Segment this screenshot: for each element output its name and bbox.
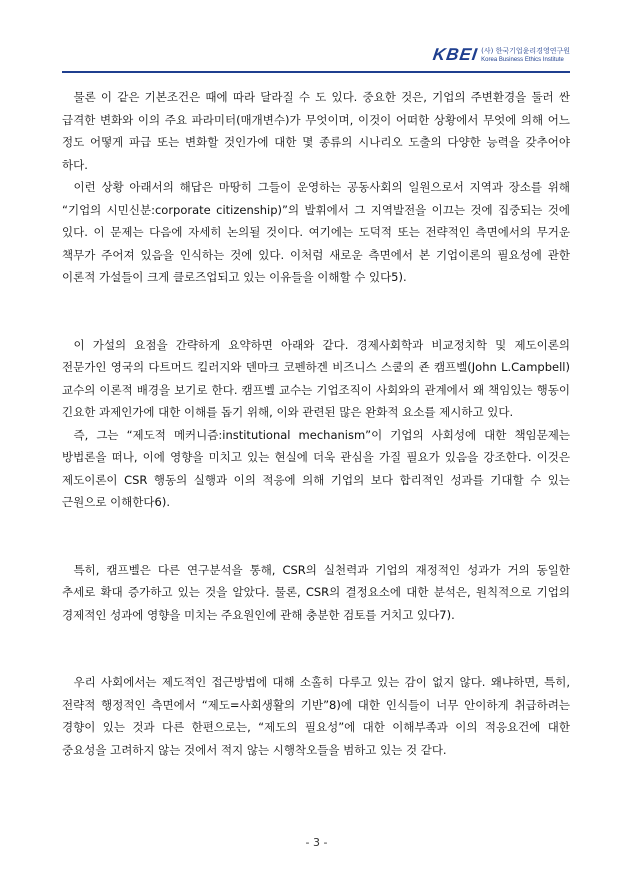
paragraph: 물론 이 같은 기본조건은 때에 따라 달라질 수 도 있다. 중요한 것은, 기업의 주변환경을 둘러 싼 급격한 변화와 이의 주요 파라미터(매개변수)가 무엇이며, 이것이 어떠한 상황에서 무엇에 의해 어느 정도 어떻게 파급 또는 변화할 것인가에 대한 몇 종류의 시나리오 도출의 다양한 능력을 갖추어야 하다. xyxy=(62,90,570,172)
paragraph-gap xyxy=(62,514,570,559)
paragraph: 이런 상황 아래서의 해답은 마땅히 그들이 운영하는 공동사회의 일원으로서 지역과 장소를 위해 “기업의 시민신분:corporate citizenship)”의 발휘에서 그 지역발전을 이끄는 것에 집중되는 것에 있다. 이 문제는 다음에 자세히 논의될 것이다. 여기에는 도덕적 또는 전략적인 측면에서의 무거운 책무가 주어져 있음을 인식하는 것에 있다. 이처럼 새로운 측면에서 본 기업이론의 필요성에 관한 이론적 가설들이 크게 클로즈업되고 있는 이유들을 이해할 수 있다5). xyxy=(62,180,570,284)
page-header xyxy=(62,44,570,76)
paragraph-gap xyxy=(62,289,570,334)
paragraph-gap xyxy=(62,626,570,671)
paragraph: 우리 사회에서는 제도적인 접근방법에 대해 소홀히 다루고 있는 감이 없지 않다. 왜냐하면, 특히, 전략적 행정적인 측면에서 “제도=사회생활의 기반”8)에 대한 인식들이 너무 안이하게 취급하려는 경향이 있는 것과 다른 한편으로는, “제도의 필요성”에 대한 이해부족과 이의 적응요건에 대한 중요성을 고려하지 않는 것에서 적지 않는 시행착오들을 범하고 있는 것 같다. xyxy=(62,675,570,757)
logo-org-en: Korea Business Ethics Institute xyxy=(481,57,564,63)
paragraph: 특히, 캠프벨은 다른 연구분석을 통해, CSR의 실천력과 기업의 재정적인 성과가 거의 동일한 추세로 확대 증가하고 있는 것을 알았다. 물론, CSR의 결정요소에 대한 분석은, 원칙적으로 기업의 경제적인 성과에 영향을 미치는 주요원인에 관해 충분한 검토를 거치고 있다7). xyxy=(62,562,570,622)
institute-logo xyxy=(433,46,570,70)
logo-org-kr: (사) 한국기업윤리경영연구원 xyxy=(481,47,570,55)
paragraph: 즉, 그는 “제도적 메커니즘:institutional mechanism”이 기업의 사회성에 대한 책임문제는 방법론을 떠나, 이에 영향을 미치고 있는 현실에 더욱 관심을 가질 필요가 있음을 강조한다. 이것은 제도이론이 CSR 행동의 실행과 이의 적응에 의해 기업의 보다 합리적인 성과를 기대할 수 있는 근원으로 이해한다6). xyxy=(62,427,570,509)
header-rule xyxy=(62,71,570,73)
paragraph: 이 가설의 요점을 간략하게 요약하면 아래와 같다. 경제사회학과 비교정치학 및 제도이론의 전문가인 영국의 다트머드 킬러지와 덴마크 코펜하겐 비즈니스 스쿨의 죤 캠프벨(John L.Campbell)교수의 이론적 배경을 보기로 한다. 캠프벨 교수는 기업조직이 사회와의 관계에서 왜 책임있는 행동이 긴요한 과제인가에 대한 이해를 돕기 위해, 이와 관련된 많은 완화적 요소를 제시하고 있다. xyxy=(62,337,570,419)
logo-text xyxy=(481,46,570,65)
document-body xyxy=(62,86,570,761)
page-number: - 3 - xyxy=(305,836,328,849)
logo-mark: KBEI xyxy=(431,45,479,64)
